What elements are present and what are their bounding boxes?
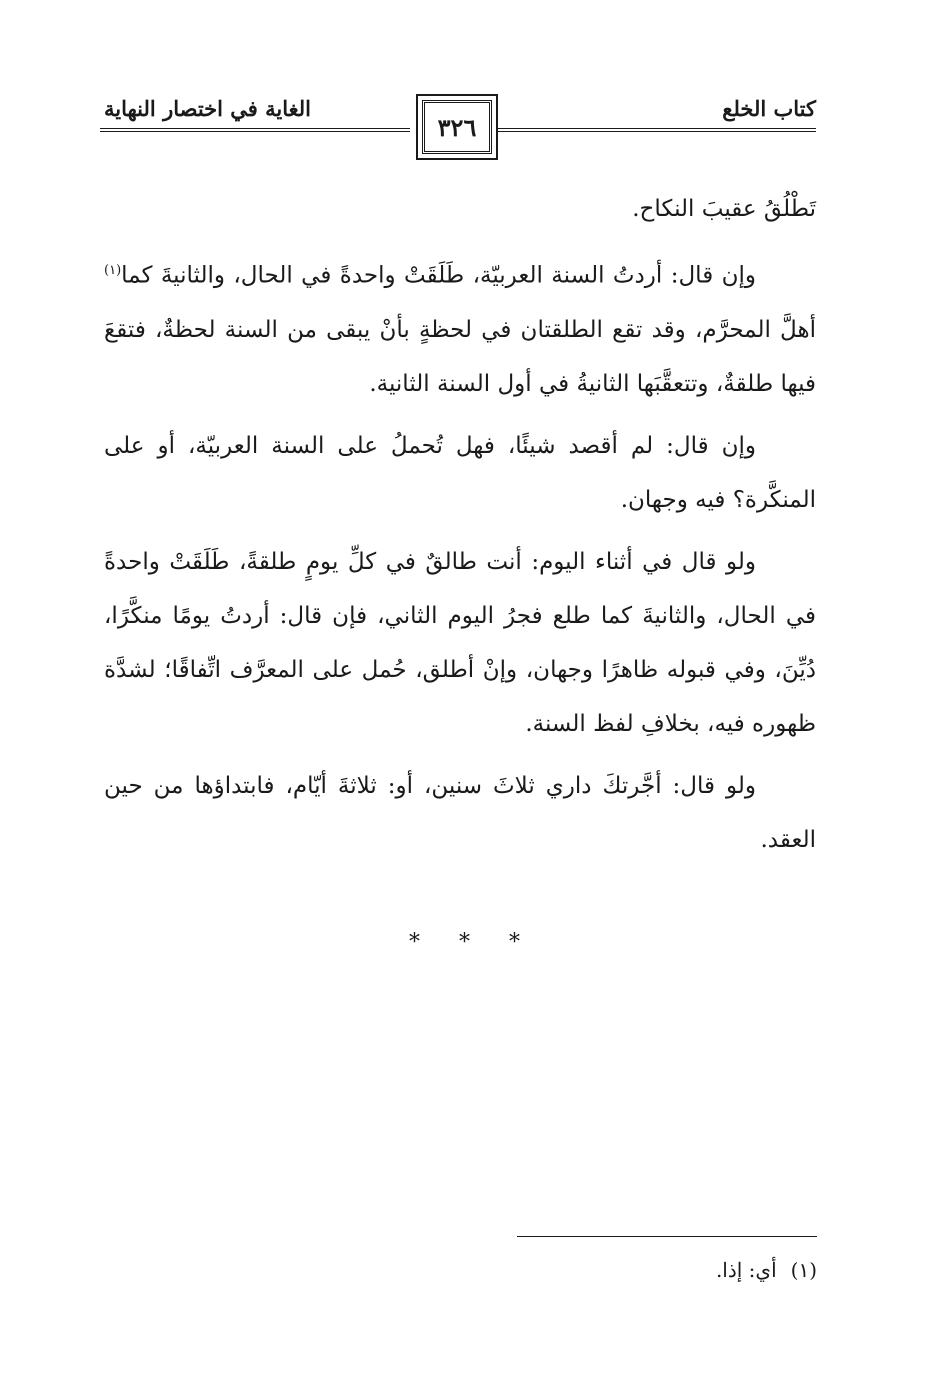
header-rule-right [498, 128, 816, 132]
page-header [100, 88, 816, 168]
paragraph-2 [104, 244, 816, 411]
paragraph-1: تَطْلُقُ عقيبَ النكاح. [632, 196, 816, 222]
paragraph-4: ولو قال في أثناء اليوم: أنت طالقٌ في كلِّ يومٍ طلقةً، طَلَقَتْ واحدةً في الحال، والثانيةَ كما طلع فجرُ اليوم الثاني، فإن قال: أردتُ يومًا منكَّرًا، دُيِّنَ، وفي قبوله ظاهرًا وجهان، وإنْ أطلق، حُمل على المعرَّف اتِّفاقًا؛ لشدَّة ظهوره فيه، بخلافِ لفظ السنة. [104, 548, 816, 737]
paragraph-3: وإن قال: لم أقصد شيئًا، فهل تُحملُ على السنة العربيّة، أو على المنكَّرة؟ فيه وجهان. [104, 432, 816, 513]
footnote [716, 1258, 817, 1282]
footnote-number: (١) [790, 1258, 817, 1282]
page-number: ٣٢٦ [422, 100, 492, 154]
footnote-text: أي: إذا. [715, 1258, 777, 1282]
footnote-rule [517, 1236, 817, 1237]
paragraph-2-part-a: وإن قال: أردتُ السنة العربيّة، طَلَقَتْ واحدةً في الحال، والثانيةَ كما [121, 262, 756, 289]
page-number-box [416, 94, 498, 160]
main-text [104, 182, 816, 875]
paragraph-5: ولو قال: أجَّرتكَ داري ثلاثَ سنين، أو: ثلاثةَ أيّام، فابتداؤها من حين العقد. [104, 772, 816, 853]
section-separator: * * * [409, 930, 536, 955]
footnote-reference[interactable]: (١) [104, 263, 122, 278]
book-title: الغاية في اختصار النهاية [104, 96, 311, 121]
header-rule-left [100, 128, 410, 132]
chapter-title: كتاب الخلع [722, 96, 816, 121]
paragraph-2-part-b: أهلَّ المحرَّم، وقد تقع الطلقتان في لحظةٍ بأنْ يبقى من السنة لحظةٌ، فتقعَ فيها طلقةٌ، وتتعقَّبَها الثانيةُ في أول السنة الثانية. [104, 316, 816, 397]
